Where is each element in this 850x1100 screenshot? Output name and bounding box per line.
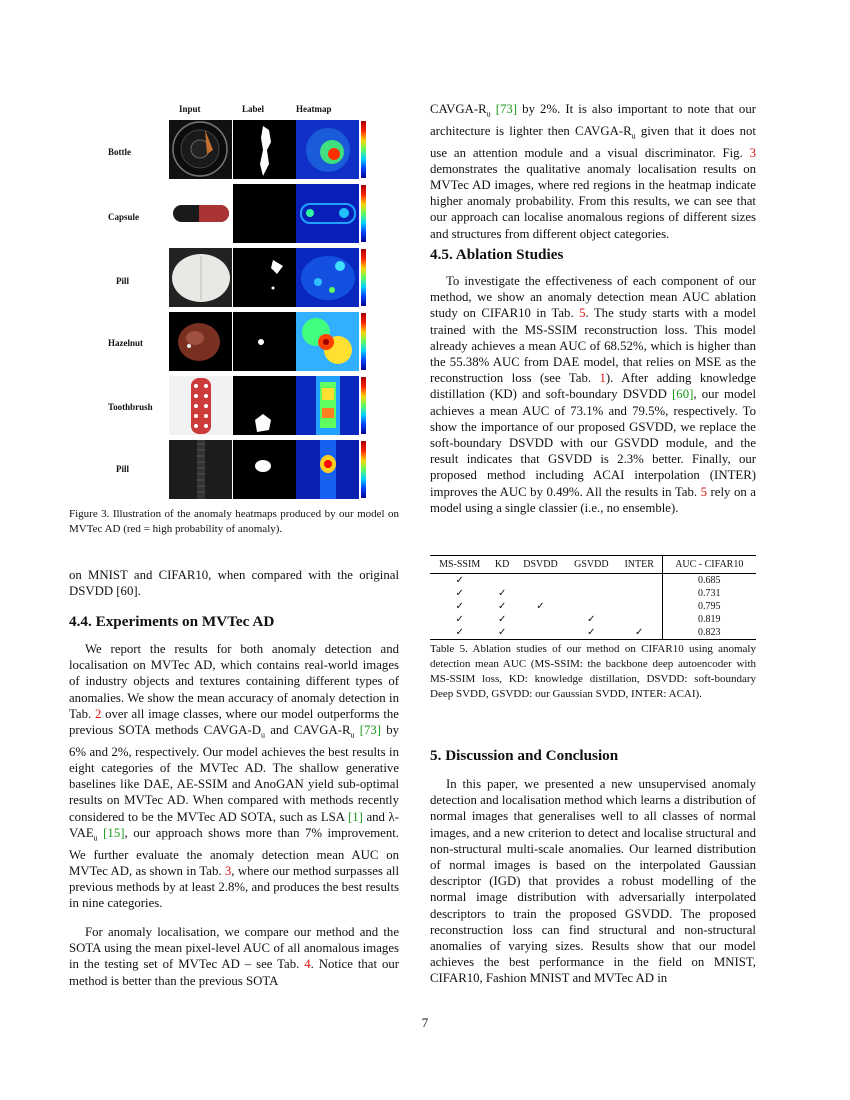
paragraph-intro: on MNIST and CIFAR10, when compared with the original DSVDD [60].	[69, 568, 399, 599]
table-header-row	[430, 556, 756, 574]
col-dsvdd: DSVDD	[515, 556, 566, 574]
col-gsvdd: GSVDD	[566, 556, 617, 574]
paragraph-conclusion: In this paper, we presented a new unsupervised anomaly detection and localisation method which learns a distribution of normal images that generalises well to all classes of normal images, and a new criterion to detect and localise structural and non-structural multi-scale anomalies. Our learned distribution of normal images is based on the interpolated Gaussian descriptor (IGD) that provides a robust modelling of the normal image distribution with adversarially interpolated descriptors to train the proposed GSVDD. The proposed reconstruction loss can find structural and non-structural anomalies of varying sizes. Results show that our model achieves the best performance in the field on MNIST, CIFAR10, Fashion MNIST and MVTec AD in	[430, 777, 756, 986]
heatmap-zipper	[296, 440, 359, 499]
table-row: ✓ ✓ ✓ 0.795	[430, 600, 756, 613]
colorbar	[361, 121, 366, 178]
table-row: ✓ ✓ ✓ 0.819	[430, 613, 756, 626]
row-label-pill-2: Pill	[116, 464, 129, 474]
label-mask-zipper	[233, 440, 296, 499]
col-auc: AUC - CIFAR10	[662, 556, 756, 574]
heatmap-bottle	[296, 120, 359, 179]
col-ms-ssim: MS-SSIM	[430, 556, 489, 574]
ablation-table	[430, 555, 756, 640]
paragraph-cavga: CAVGA-$R_u$ [73] by 2%. It is also important to note that our architecture is lighter then CAVGA-$R_u$ given that it does not use an attention module and a visual discriminator. Fig. 3 demonstrates the qualitative anomaly localisation results on MVTec AD images, where red regions in the heatmap indicate higher anomaly probability. From this results, we can see that our approach can localise anomalous regions of different sizes and structures from different object categories.	[430, 102, 756, 241]
paragraph-localisation: For anomaly localisation, we compare our method and the SOTA using the mean pixel-level AUC of all anomalous images in the testing set of MVTec AD – see Tab. 4. Notice that our method is better than the previous SOTA	[69, 925, 399, 988]
page-number: 7	[421, 1015, 429, 1030]
figure-3	[106, 100, 374, 508]
table-5	[430, 555, 756, 702]
row-label-bottle: Bottle	[108, 147, 131, 157]
section-heading-4-5: 4.5. Ablation Studies	[430, 246, 564, 263]
colorbar	[361, 313, 366, 370]
heatmap-toothbrush	[296, 376, 359, 435]
table-row: ✓ ✓ 0.731	[430, 587, 756, 600]
row-label-pill: Pill	[116, 276, 129, 286]
row-label-hazelnut: Hazelnut	[108, 338, 143, 348]
input-image-zipper	[169, 440, 232, 499]
input-image-bottle	[169, 120, 232, 179]
table-row: ✓ ✓ ✓ ✓ 0.823	[430, 626, 756, 640]
section-heading-4-4: 4.4. Experiments on MVTec AD	[69, 613, 275, 630]
heatmap-pill	[296, 248, 359, 307]
heatmap-capsule	[296, 184, 359, 243]
fig-header-input: Input	[179, 104, 201, 114]
input-image-hazelnut	[169, 312, 232, 371]
paragraph-mvtec-results: We report the results for both anomaly detection and localisation on MVTec AD, which contains real-world images of industry objects and textures containing different types of anomalies. We show the mean accuracy of anomaly detection in Tab. 2 over all image classes, where our model outperforms the previous SOTA methods CAVGA-$D_u$ and CAVGA-$R_u$ [73] by 6% and 2%, respectively. Our model achieves the best results in eight categories of the MVTec AD. The shallow generative baselines like DAE, AE-SSIM and AnoGAN yield sub-optimal results on MVTec AD. When compared with methods recently considered to be the MVTec AD SOTA, such as LSA [1] and $\lambda-VAE_u$ [15], our approach shows more than 7% improvement. We further evaluate the anomaly detection mean AUC on MVTec AD, as shown in Tab. 3, where our method surpasses all previous methods by at least 2.8%, and produces the best results in nine categories.	[69, 642, 399, 911]
row-label-capsule: Capsule	[108, 212, 140, 222]
label-mask-capsule	[233, 184, 296, 243]
label-mask-bottle	[233, 120, 296, 179]
section-heading-5: 5. Discussion and Conclusion	[430, 747, 619, 764]
input-image-toothbrush	[169, 376, 232, 435]
heatmap-hazelnut	[296, 312, 359, 371]
row-label-toothbrush: Toothbrush	[108, 402, 153, 412]
table-row: ✓ 0.685	[430, 574, 756, 588]
label-mask-pill	[233, 248, 296, 307]
figure-caption: Figure 3. Illustration of the anomaly heatmaps produced by our model on MVTec AD (red = high probability of anomaly).	[69, 508, 399, 535]
input-image-capsule	[169, 184, 232, 243]
input-image-pill	[169, 248, 232, 307]
colorbar	[361, 377, 366, 434]
colorbar	[361, 185, 366, 242]
fig-header-heatmap: Heatmap	[296, 104, 332, 114]
col-kd: KD	[489, 556, 515, 574]
paragraph-ablation: To investigate the effectiveness of each component of our method, we show an anomaly detection mean AUC ablation study on CIFAR10 in Tab. 5. The study starts with a model trained with the MS-SSIM reconstruction loss. This model already achieves a mean AUC of 68.52%, which is higher than the 55.38% AUC from DAE model, that relies on MSE as the reconstruction loss (see Tab. 1). After adding knowledge distillation (KD) and soft-boundary DSVDD [60], our model achieves a mean AUC of 73.1% and 79.5%, respectively. To show the importance of our proposed GSVDD, we replace the soft-boundary DSVDD with our GSVDD module, and the result indicates that GSVDD is 2.3% better. Finally, our proposed method including ACAI interpolation (INTER) improves the AUC by 0.49%. All the results in Tab. 5 rely on a model using a single classier (i.e., no ensemble).	[430, 274, 756, 515]
label-mask-hazelnut	[233, 312, 296, 371]
fig-header-label: Label	[242, 104, 265, 114]
table-caption: Table 5. Ablation studies of our method on CIFAR10 using anomaly detection mean AUC (MS-SSIM: the backbone deep autoencoder with MS-SSIM loss, KD: knowledge distillation, DSVDD: soft-boundary Deep SVDD, GSVDD: our Gaussian SVDD, INTER: ACAI).	[430, 643, 756, 700]
colorbar	[361, 441, 366, 498]
colorbar	[361, 249, 366, 306]
label-mask-toothbrush	[233, 376, 296, 435]
col-inter: INTER	[617, 556, 662, 574]
